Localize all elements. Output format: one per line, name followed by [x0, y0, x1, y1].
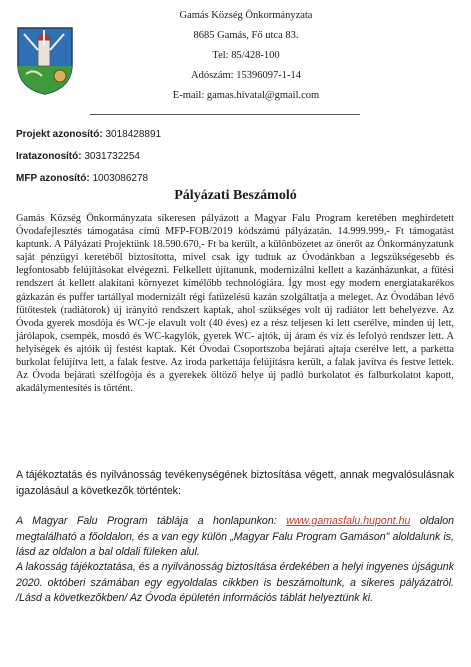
website-paragraph: [16, 514, 454, 561]
mfp-id-value: 1003086278: [92, 173, 149, 184]
letterhead: [96, 6, 396, 106]
letterhead-address: 8685 Gamás, Fő utca 83.: [193, 30, 299, 41]
mfp-id-label: MFP azonosító:: [16, 173, 90, 184]
project-id-label: Projekt azonosító:: [16, 129, 103, 140]
project-id-row: [16, 124, 436, 146]
document-id-row: [16, 146, 436, 168]
website-paragraph-before: A Magyar Falu Program táblája a honlapunkon:: [16, 515, 287, 527]
letterhead-phone: Tel: 85/428-100: [212, 50, 280, 61]
letterhead-divider: [90, 114, 360, 115]
coat-of-arms-icon: [16, 26, 74, 96]
identifier-block: [16, 124, 436, 190]
mfp-id-row: [16, 168, 436, 190]
letterhead-tax-number: Adószám: 15396097-1-14: [191, 70, 301, 81]
letterhead-name: Gamás Község Önkormányzata: [179, 10, 313, 21]
report-title: Pályázati Beszámoló: [174, 188, 297, 203]
document-id-label: Iratazonosító:: [16, 151, 82, 162]
document-id-value: 3031732254: [84, 151, 140, 162]
project-id-value: 3018428891: [105, 129, 162, 140]
report-body: Gamás Község Önkormányzata sikeresen pályázott a Magyar Falu Program keretében meghirdetett Óvodafejlesztés támogatása című MFP-FOB/2019 kódszámú pályázatán. 14.999.999,- Ft támogatást kaptunk. A Pályázati Projektünk 18.590.670,- Ft ba került, a különbözetet az önerőt az Önkormányzatunk saját pénzügyi keretéből biztosította, mivel csak így tudtuk az Óvodánkban a legszükségesebb és legfontosabb felújításokat elvégezni. Felkellett újítanunk, modernizálni kellett a kazánházunkat, a fűtési rendszert át kellett alakítani környezet kímélőbb technológiára. Így most egy modern energiatakarékos gázkazán és puffer tartállyal modernizált régi fatüzelésű kazán szolgáltatja a meleget. Az Óvodában lévő fűtőtestek (radiátorok) új irányító rendszert kaptak, ahol szükséges volt új radiátor lett behelyezve. Az Óvoda gyerek mosdója és WC-je elavult volt (40 éves) ez a rész teljesen ki lett cserélve, minden új lett, járólapok, csempék, mosdó és WC-kagylók, gyerek WC- ajtók, új áram és víz és lefolyó rendszer lett. A helyiségek és ajtóik új festést kaptak. Két Óvodai Csoportszoba bejárati ajtaja cserélve lett, a parketta burkolat felújítva lett, a falak festve. Az iroda parkettája felújításra került, a falak javítva és festve lettek. Az Óvoda bejárati szélfogója és a gyerekek öltöző helye új padló burkolatot és falburkolatot kapott, akadálymentesítés is történt.: [16, 213, 454, 395]
letterhead-email: E-mail: gamas.hivatal@gmail.com: [172, 90, 320, 101]
website-paragraph-after: oldalon megtalálható a főoldalon, és a van egy külön „Magyar Falu Program Gamáson" aloldalunk is, lásd az oldalon a bal oldali füleken alul.: [16, 515, 455, 558]
newspaper-paragraph: A lakosság tájékoztatása, és a nyilvánosság biztosítása érdekében a helyi ingyenes újságunk 2020. októberi számában egy egyoldalas cikkben is beszámoltunk, a sikeres pályázatról. /Lásd a következőkben/ Az Óvoda épületén információs táblát helyeztünk ki.: [16, 561, 454, 604]
website-link[interactable]: www.gamasfalu.hupont.hu: [286, 515, 411, 527]
publicity-intro: A tájékoztatás és nyilvánosság tevékenységének biztosítása végett, annak megvalósulásnak igazolásául a következők történtek:: [16, 469, 454, 497]
